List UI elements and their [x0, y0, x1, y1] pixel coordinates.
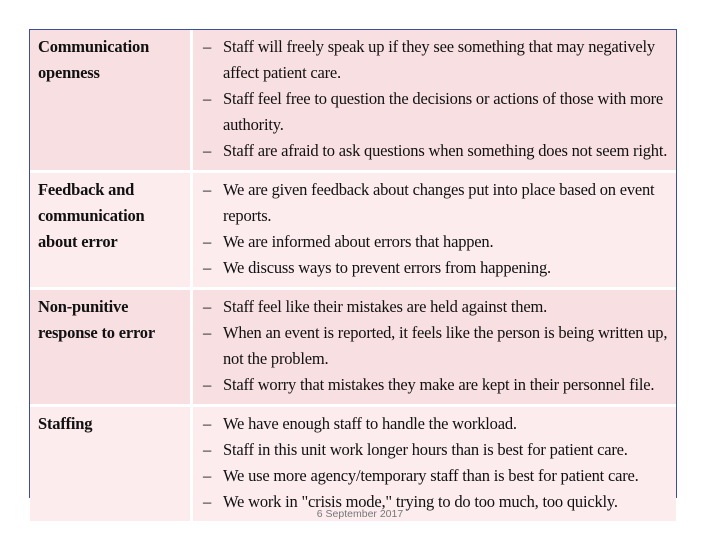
item-text: Staff are afraid to ask questions when something does not seem right. — [223, 141, 668, 160]
item-text: We use more agency/temporary staff than is best for patient care. — [223, 466, 639, 485]
dash-bullet: – — [203, 37, 212, 56]
dash-bullet: – — [203, 466, 212, 485]
list-item — [201, 177, 668, 229]
item-text: We have enough staff to handle the workload. — [223, 414, 517, 433]
item-list — [201, 34, 668, 164]
item-text: We discuss ways to prevent errors from happening. — [223, 258, 551, 277]
category-label: Non-punitive response to error — [38, 297, 155, 342]
dash-bullet: – — [203, 232, 212, 251]
item-text: Staff feel free to question the decisions or actions of those with more authority. — [223, 89, 664, 134]
table-row — [30, 290, 676, 404]
category-label: Staffing — [38, 414, 93, 433]
list-item — [201, 320, 668, 372]
item-text: We are informed about errors that happen. — [223, 232, 494, 251]
list-item — [201, 411, 668, 437]
list-item — [201, 294, 668, 320]
dash-bullet: – — [203, 258, 212, 277]
dash-bullet: – — [203, 297, 212, 316]
dash-bullet: – — [203, 323, 212, 342]
items-cell — [193, 407, 676, 521]
list-item — [201, 86, 668, 138]
list-item — [201, 437, 668, 463]
table-row — [30, 407, 676, 521]
list-item — [201, 255, 668, 281]
item-text: Staff feel like their mistakes are held against them. — [223, 297, 548, 316]
items-cell — [193, 173, 676, 287]
items-cell — [193, 30, 676, 170]
footer-date: 6 September 2017 — [316, 508, 404, 520]
category-cell — [30, 290, 193, 404]
category-cell — [30, 407, 193, 521]
list-item — [201, 463, 668, 489]
dash-bullet: – — [203, 89, 212, 108]
item-list — [201, 177, 668, 281]
dash-bullet: – — [203, 141, 212, 160]
category-label: Communication openness — [38, 37, 150, 82]
culture-dimensions-table — [30, 27, 676, 524]
item-text: Staff will freely speak up if they see something that may negatively affect patient care. — [223, 37, 655, 82]
dash-bullet: – — [203, 440, 212, 459]
category-cell — [30, 173, 193, 287]
list-item — [201, 34, 668, 86]
item-text: Staff in this unit work longer hours than is best for patient care. — [223, 440, 628, 459]
dash-bullet: – — [203, 180, 212, 199]
item-text: When an event is reported, it feels like the person is being written up, not the problem. — [223, 323, 668, 368]
list-item — [201, 372, 668, 398]
item-list — [201, 411, 668, 515]
items-cell — [193, 290, 676, 404]
table-row — [30, 30, 676, 170]
category-cell — [30, 30, 193, 170]
table-row — [30, 173, 676, 287]
list-item — [201, 229, 668, 255]
dash-bullet: – — [203, 492, 212, 511]
item-text: Staff worry that mistakes they make are kept in their personnel file. — [223, 375, 655, 394]
item-text: We work in "crisis mode," trying to do too much, too quickly. — [223, 492, 618, 511]
list-item — [201, 138, 668, 164]
dash-bullet: – — [203, 375, 212, 394]
dash-bullet: – — [203, 414, 212, 433]
category-label: Feedback and communication about error — [38, 180, 145, 251]
item-text: We are given feedback about changes put into place based on event reports. — [223, 180, 655, 225]
item-list — [201, 294, 668, 398]
